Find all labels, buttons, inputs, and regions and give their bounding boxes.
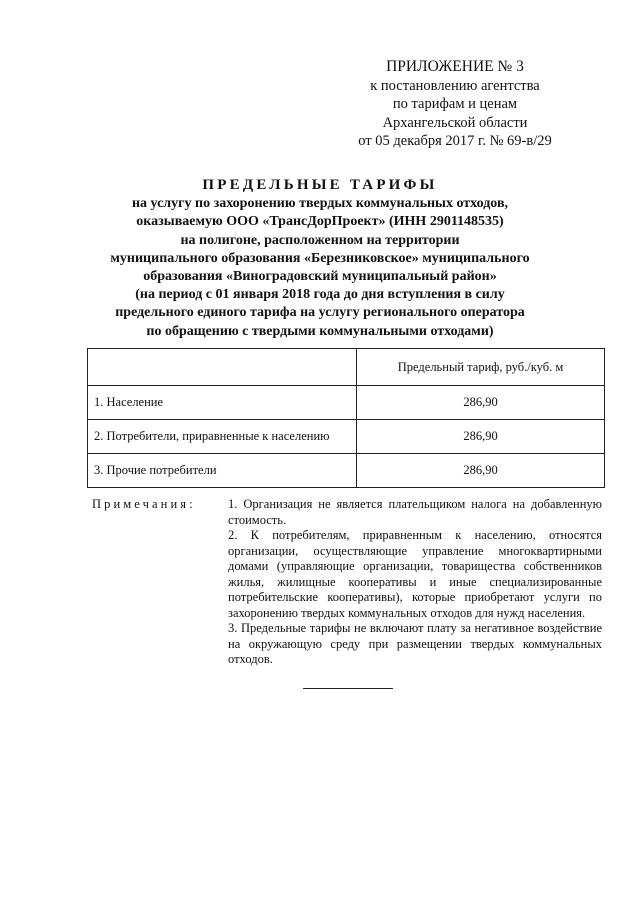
title-heading: ПРЕДЕЛЬНЫЕ ТАРИФЫ	[202, 177, 438, 193]
header-cell-category	[88, 349, 357, 386]
appendix-title: ПРИЛОЖЕНИЕ № 3	[386, 58, 524, 75]
row-category: 3. Прочие потребители	[88, 454, 357, 488]
row-category: 1. Население	[88, 386, 357, 420]
document-title	[40, 176, 600, 341]
title-line: (на период с 01 января 2018 года до дня вступления в силу	[135, 287, 505, 303]
appendix-block	[330, 58, 580, 151]
title-line: образования «Виноградовский муниципальный район»	[143, 269, 497, 285]
title-line: оказываемую ООО «ТрансДорПроект» (ИНН 2901148535)	[136, 214, 504, 230]
title-line: на полигоне, расположенном на территории	[180, 232, 460, 248]
title-line: муниципального образования «Березниковское» муниципального	[110, 250, 530, 266]
header-cell-tariff: Предельный тариф, руб./куб. м	[357, 349, 605, 386]
table-header-row	[88, 349, 605, 386]
appendix-line: к постановлению агентства	[370, 77, 540, 94]
closing-rule	[303, 688, 393, 689]
table-row	[88, 420, 605, 454]
title-line: по обращению с твердыми коммунальными отходами)	[146, 323, 494, 339]
row-tariff-value: 286,90	[357, 420, 605, 454]
notes-label: Примечания:	[92, 497, 196, 511]
note-item: 1. Организация не является плательщиком налога на добавленную стоимость.	[228, 497, 602, 527]
row-category: 2. Потребители, приравненные к населению	[88, 420, 357, 454]
tariff-table	[87, 348, 605, 488]
note-item: 3. Предельные тарифы не включают плату за негативное воздействие на окружающую среду при размещении твердых коммунальных отходов.	[228, 621, 602, 666]
note-item: 2. К потребителям, приравненным к населению, относятся организации, осуществляющие управление многоквартирными домами (управляющие организации, товарищества собственников жилья, жилищные кооперативы и иные специализированные потребительские кооперативы), которые приобретают услуги по захоронению твердых коммунальных отходов для нужд населения.	[228, 528, 602, 620]
title-line: предельного единого тарифа на услугу регионального оператора	[115, 305, 525, 321]
table-row	[88, 386, 605, 420]
title-line: на услугу по захоронению твердых коммунальных отходов,	[131, 196, 509, 212]
appendix-line: Архангельской области	[382, 114, 528, 131]
row-tariff-value: 286,90	[357, 386, 605, 420]
table-row	[88, 454, 605, 488]
appendix-date-number: от 05 декабря 2017 г. № 69-в/29	[358, 133, 552, 149]
row-tariff-value: 286,90	[357, 454, 605, 488]
notes-list	[228, 497, 602, 668]
appendix-line: по тарифам и ценам	[392, 96, 518, 112]
